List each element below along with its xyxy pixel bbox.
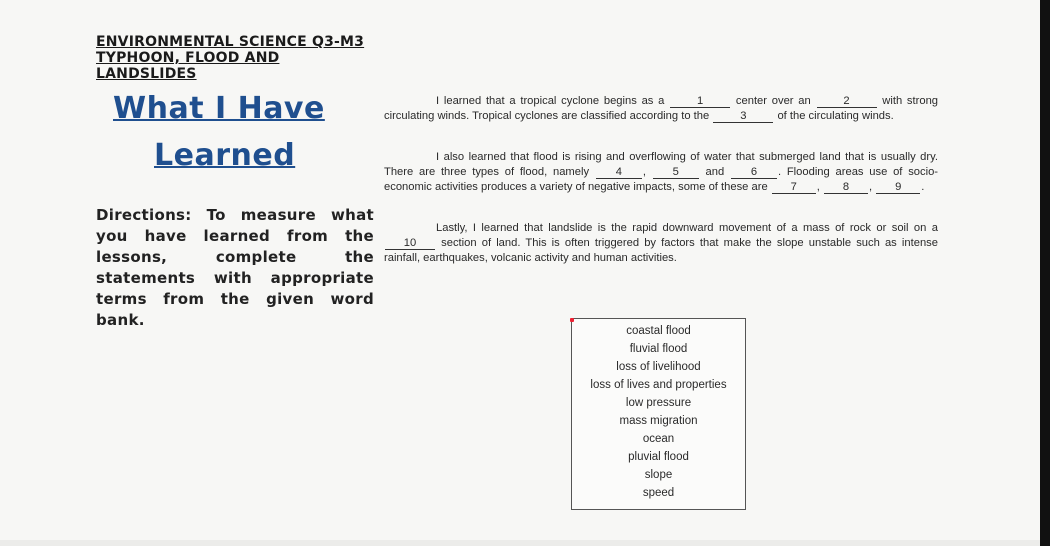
word-bank-item: low pressure <box>625 397 692 409</box>
blank-7[interactable]: 7 <box>772 181 816 194</box>
module-header <box>96 34 396 82</box>
word-bank-item: fluvial flood <box>629 343 688 355</box>
marker-dot-icon <box>570 318 574 322</box>
blank-1[interactable]: 1 <box>670 95 730 108</box>
blank-8[interactable]: 8 <box>824 181 868 194</box>
word-bank-item: mass migration <box>619 415 698 427</box>
header-line-2: TYPHOON, FLOOD AND <box>96 50 280 66</box>
p1-text-a: I learned that a tropical cyclone begins as a <box>436 95 665 107</box>
p1-text-b: center over an <box>735 95 811 107</box>
section-heading-line-2: Learned <box>154 138 296 173</box>
blank-6[interactable]: 6 <box>731 166 777 179</box>
blank-10[interactable]: 10 <box>385 237 435 250</box>
blank-2[interactable]: 2 <box>817 95 877 108</box>
word-bank <box>571 318 746 510</box>
p2-end: . <box>921 181 925 193</box>
blank-9[interactable]: 9 <box>876 181 920 194</box>
bottom-bar <box>0 540 1040 546</box>
paragraph-cyclone <box>384 94 938 124</box>
word-bank-item: coastal flood <box>626 325 691 337</box>
p2-and: and <box>705 166 725 178</box>
p1-text-d: of the circulating winds. <box>777 110 894 122</box>
paragraph-landslide <box>384 221 938 266</box>
word-bank-item: ocean <box>642 433 675 445</box>
directions-text: Directions: To measure what you have learned from the lessons, complete the statements with appropriate terms from the given word bank. <box>96 206 374 329</box>
p3-text-b: section of land. This is often triggered by factors that make the slope unstable such as intense rainfall, earthquakes, volcanic activity and human activities. <box>384 237 938 264</box>
p2-text-c: . Flooding areas use of socio-economic activities produces a variety of negative impacts, some of these are <box>384 166 939 193</box>
paragraph-flood <box>384 150 938 195</box>
section-heading-line-1: What I Have <box>113 91 325 126</box>
header-line-3: LANDSLIDES <box>96 66 197 82</box>
word-bank-item: speed <box>642 487 675 499</box>
p3-text-a: Lastly, I learned that landslide is the rapid downward movement of a mass of rock or soil on a <box>436 222 938 234</box>
word-bank-item: loss of livelihood <box>616 361 701 373</box>
p2-sep-2: , <box>816 181 820 193</box>
p2-sep-3: , <box>869 181 873 193</box>
screen-edge <box>1040 0 1050 546</box>
word-bank-item: loss of lives and properties <box>590 379 727 391</box>
p2-text-a: I also learned that flood is rising and overflowing of water that submerged land that is usually dry. There are three types of flood, namely <box>384 151 938 178</box>
p2-sep-1: , <box>642 166 646 178</box>
word-bank-item: pluvial flood <box>628 451 689 463</box>
p1-text-c: with strong circulating winds. Tropical cyclones are classified according to the <box>384 95 939 122</box>
header-line-1: ENVIRONMENTAL SCIENCE Q3-M3 <box>96 34 365 50</box>
blank-4[interactable]: 4 <box>596 166 642 179</box>
blank-5[interactable]: 5 <box>653 166 699 179</box>
blank-3[interactable]: 3 <box>713 110 773 123</box>
word-bank-item: slope <box>644 469 673 481</box>
